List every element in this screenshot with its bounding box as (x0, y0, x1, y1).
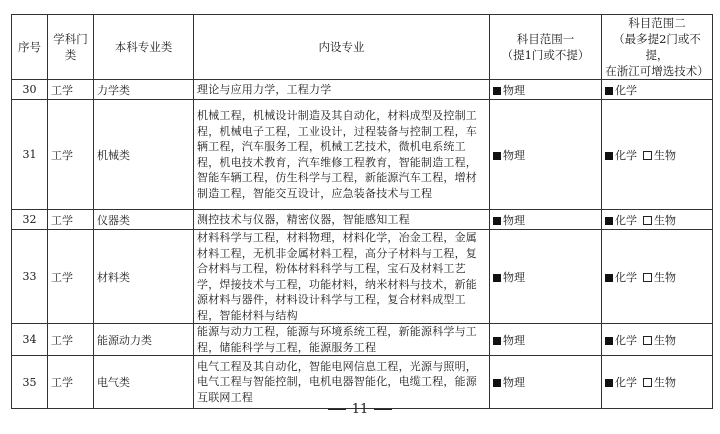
row-number: 31 (12, 100, 48, 210)
table-row (12, 210, 713, 230)
row-inner-majors: 能源与动力工程，能源与环境系统工程，新能源科学与工程，储能科学与工程，能源服务工程 (194, 324, 490, 356)
row-major-class: 机械类 (94, 100, 194, 210)
subject2-value-a: 化学 (615, 376, 637, 389)
row-subject2 (602, 210, 713, 230)
row-major-class: 能源动力类 (94, 324, 194, 356)
row-inner-majors: 理论与应用力学，工程力学 (194, 80, 490, 100)
row-category: 工学 (48, 356, 94, 409)
header-category: 学科门类 (48, 15, 94, 80)
checked-box-icon (493, 87, 501, 95)
unchecked-box-icon (643, 336, 652, 345)
subject2-value-a: 化学 (615, 270, 637, 284)
subject1-value: 物理 (503, 333, 525, 347)
table-row (12, 80, 713, 100)
checked-box-icon (493, 379, 501, 387)
row-subject2 (602, 230, 713, 324)
subject2-value-a: 化学 (615, 333, 637, 347)
row-major-class: 材料类 (94, 230, 194, 324)
row-major-class: 仪器类 (94, 210, 194, 230)
row-inner-majors: 电气工程及其自动化，智能电网信息工程，光源与照明，电气工程与智能控制，电机电器智能化，电缆工程，能源互联网工程 (194, 356, 490, 409)
right-dash (374, 409, 392, 410)
row-category: 工学 (48, 80, 94, 100)
header-subject1-note: （提1门或不提） (501, 48, 590, 62)
row-number: 30 (12, 80, 48, 100)
checked-box-icon (493, 337, 501, 345)
subject1-value: 物理 (503, 376, 525, 389)
checked-box-icon (605, 274, 613, 282)
header-major-class: 本科专业类 (94, 15, 194, 80)
row-category: 工学 (48, 100, 94, 210)
left-dash (328, 409, 346, 410)
header-subject1-title: 科目范围一 (516, 32, 575, 46)
subject2-value-b: 生物 (654, 270, 676, 284)
row-subject2 (602, 80, 713, 100)
unchecked-box-icon (643, 273, 652, 282)
page-number-value: 11 (351, 402, 369, 417)
row-subject1 (490, 324, 602, 356)
row-subject1 (490, 356, 602, 409)
header-subject-range-1 (490, 15, 602, 80)
subject2-value-b: 生物 (654, 376, 676, 389)
unchecked-box-icon (643, 378, 652, 387)
row-number: 32 (12, 210, 48, 230)
checked-box-icon (493, 152, 501, 160)
header-no: 序号 (12, 15, 48, 80)
checked-box-icon (605, 379, 613, 387)
page-number (0, 402, 720, 417)
table-row (12, 356, 713, 409)
subject1-value: 物理 (503, 83, 525, 97)
subject2-value-a: 化学 (615, 213, 637, 227)
checked-box-icon (605, 87, 613, 95)
checked-box-icon (493, 274, 501, 282)
row-subject1 (490, 210, 602, 230)
row-major-class: 力学类 (94, 80, 194, 100)
subject2-value-a: 化学 (615, 83, 637, 97)
header-subject-range-2 (602, 15, 713, 80)
checked-box-icon (605, 217, 613, 225)
subject1-value: 物理 (503, 270, 525, 284)
subject1-value: 物理 (503, 213, 525, 227)
row-subject1 (490, 100, 602, 210)
subject2-value-a: 化学 (615, 148, 637, 162)
subject2-value-b: 生物 (654, 213, 676, 227)
row-category: 工学 (48, 230, 94, 324)
unchecked-box-icon (643, 151, 652, 160)
row-major-class: 电气类 (94, 356, 194, 409)
row-subject2 (602, 100, 713, 210)
header-subject2-note-1: （最多提2门或不提， (613, 32, 701, 62)
subject1-value: 物理 (503, 148, 525, 162)
row-number: 35 (12, 356, 48, 409)
row-category: 工学 (48, 324, 94, 356)
subject2-value-b: 生物 (654, 148, 676, 162)
table-row (12, 230, 713, 324)
header-subject2-note-2: 在浙江可增选技术） (605, 64, 709, 78)
checked-box-icon (605, 152, 613, 160)
unchecked-box-icon (643, 216, 652, 225)
checked-box-icon (493, 217, 501, 225)
row-inner-majors: 测控技术与仪器，精密仪器，智能感知工程 (194, 210, 490, 230)
row-subject2 (602, 356, 713, 409)
row-inner-majors: 材料科学与工程，材料物理，材料化学，冶金工程，金属材料工程，无机非金属材料工程，高分子材料与工程，复合材料与工程，粉体材料科学与工程，宝石及材料工艺学，焊接技术与工程，功能材料，纳米材料与技术，新能源材料与器件，材料设计科学与工程，复合材料成型工程，智能材料与结构 (194, 230, 490, 324)
header-inner-majors: 内设专业 (194, 15, 490, 80)
row-subject2 (602, 324, 713, 356)
table-row (12, 324, 713, 356)
subject-requirements-table (11, 14, 713, 409)
table-row (12, 100, 713, 210)
row-category: 工学 (48, 210, 94, 230)
subject2-value-b: 生物 (654, 333, 676, 347)
checked-box-icon (605, 337, 613, 345)
row-inner-majors: 机械工程，机械设计制造及其自动化，材料成型及控制工程，机械电子工程，工业设计，过程装备与控制工程，车辆工程，汽车服务工程，机械工艺技术，微机电系统工程，机电技术教育，汽车维修工程教育，智能制造工程，智能车辆工程，仿生科学与工程，新能源汽车工程，增材制造工程，智能交互设计，应急装备技术与工程 (194, 100, 490, 210)
table-header-row (12, 15, 713, 80)
row-subject1 (490, 230, 602, 324)
header-subject2-title: 科目范围二 (628, 16, 686, 30)
row-subject1 (490, 80, 602, 100)
row-number: 33 (12, 230, 48, 324)
row-number: 34 (12, 324, 48, 356)
